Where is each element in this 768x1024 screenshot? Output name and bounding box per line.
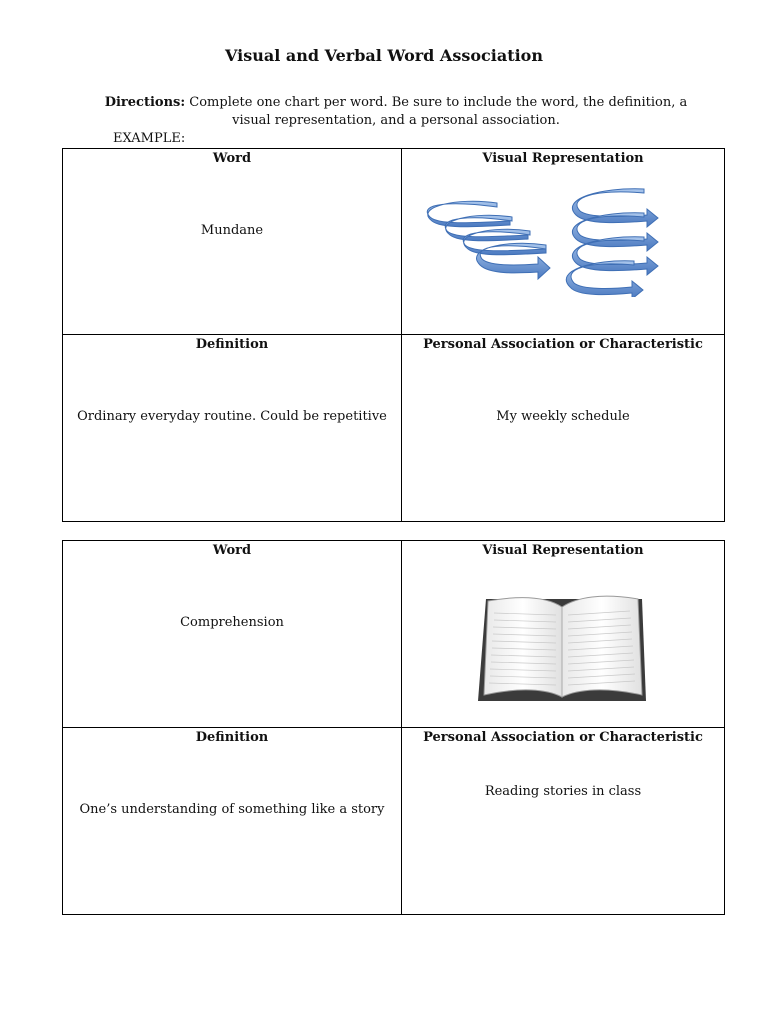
- visual-cell: [402, 541, 725, 728]
- visual-header: Visual Representation: [482, 543, 644, 558]
- word-value: Mundane: [200, 223, 264, 238]
- visual-cell: [402, 149, 725, 335]
- definition-value: Ordinary everyday routine. Could be repetitive: [77, 409, 387, 424]
- word-cell: [63, 149, 402, 335]
- directions: [90, 94, 702, 130]
- personal-value: My weekly schedule: [496, 409, 630, 424]
- personal-header: Personal Association or Characteristic: [423, 730, 703, 745]
- directions-label: Directions:: [104, 95, 186, 110]
- page-title: Visual and Verbal Word Association: [225, 46, 543, 65]
- word-header: Word: [212, 543, 252, 558]
- example-label: EXAMPLE:: [113, 131, 186, 146]
- visual-header: Visual Representation: [482, 151, 644, 166]
- open-book-icon: [402, 589, 724, 708]
- personal-cell: [402, 335, 725, 522]
- word-header: Word: [212, 151, 252, 166]
- personal-header: Personal Association or Characteristic: [423, 337, 703, 352]
- definition-header: Definition: [195, 730, 269, 745]
- personal-value: Reading stories in class: [484, 784, 642, 799]
- word-chart-comprehension: [62, 540, 725, 915]
- word-cell: [63, 541, 402, 728]
- definition-value: One’s understanding of something like a story: [79, 802, 385, 817]
- directions-text: Complete one chart per word. Be sure to include the word, the definition, a visual representation, and a personal association.: [189, 95, 688, 128]
- definition-cell: [63, 728, 402, 915]
- personal-cell: [402, 728, 725, 915]
- definition-header: Definition: [195, 337, 269, 352]
- word-value: Comprehension: [180, 615, 284, 630]
- spiral-arrows-icon: [402, 185, 724, 301]
- word-chart-example: [62, 148, 725, 522]
- definition-cell: [63, 335, 402, 522]
